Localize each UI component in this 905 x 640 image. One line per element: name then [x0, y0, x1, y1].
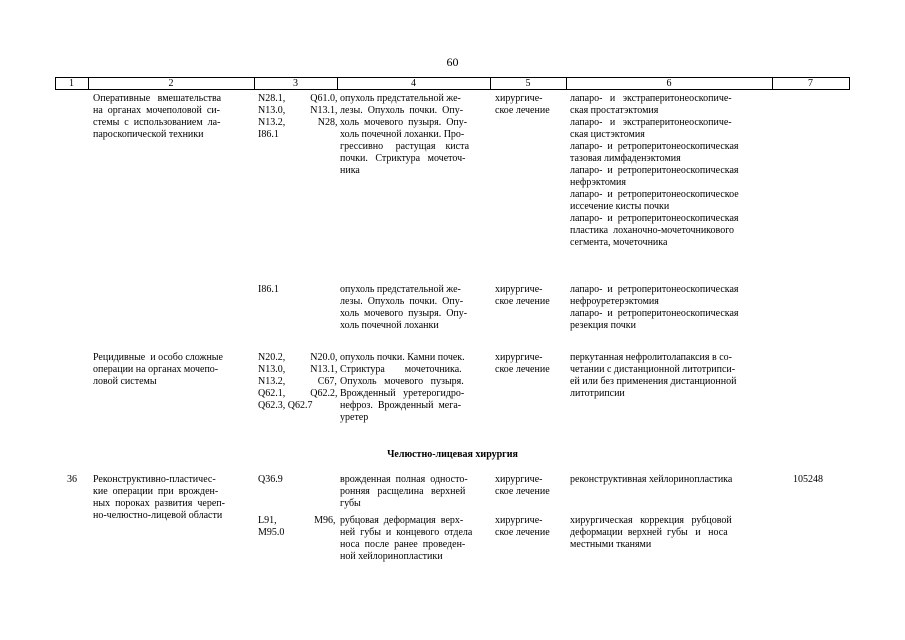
header-bottom-rule: [55, 89, 850, 90]
row-3-icd-codes: N20.2, N20.0, N13.0, N13.1, N13.2, C67, Q62.1, Q62.2, Q62.3, Q62.7: [258, 352, 338, 411]
row-2-icd-codes: I86.1: [258, 284, 279, 295]
row-36b-treatment-type: хирургиче- ское лечение: [495, 515, 550, 538]
column-header-2: 2: [168, 78, 174, 89]
row-36-method: реконструктивная хейлоринопластика: [570, 474, 733, 485]
row-36-icd-codes: Q36.9: [258, 474, 283, 485]
row-1-method: лапаро- и экстраперитонеоскопиче- ская простатэктомия лапаро- и экстраперитонеоскопиче- ская цистэктомия лапаро- и ретроперитонеоскопическая тазовая лимфаденэктомия лапаро- и ретроперитонеоскопическая нефрэктомия лапаро- и ретроперитонеоскопическое иссечение кисты почки лапаро- и ретроперитонеоскопическая пластика лоханочно-мочеточникового сегмента, мочеточника: [570, 93, 739, 248]
section-title: Челюстно-лицевая хирургия: [387, 449, 518, 460]
page-number: 60: [446, 55, 459, 69]
row-3-procedure-group: Рецидивные и особо сложные операции на органах мочепо- ловой системы: [93, 352, 223, 387]
column-header-1: 1: [69, 78, 74, 89]
row-1-treatment-type: хирургиче- ское лечение: [495, 93, 550, 116]
row-36b-diagnosis: рубцовая деформация верх- ней губы и концевого отдела носа после ранее проведен- ной хейлоринопластики: [340, 515, 473, 562]
column-header-4: 4: [411, 78, 416, 89]
row-3-diagnosis: опухоль почки. Камни почек. Стриктура мочеточника. Опухоль мочевого пузыря. Врожденный уретерогидро- нефроз. Врожденный мега- уретер: [340, 352, 465, 423]
row-36-treatment-type: хирургиче- ское лечение: [495, 474, 550, 497]
row-3-method: перкутанная нефролитолапаксия в со- четании с дистанционной литотрипси- ей или без применения дистанционной литотрипсии: [570, 352, 737, 399]
row-36-diagnosis: врожденная полная односто- ронняя расщелина верхней губы: [340, 474, 468, 509]
row-2-diagnosis: опухоль предстательной же- лезы. Опухоль почки. Опу- холь мочевого пузыря. Опу- холь почечной лоханки: [340, 284, 468, 331]
row-36-procedure-group: Реконструктивно-пластичес- кие операции при врожден- ных пороках развития череп- но-челюстно-лицевой области: [93, 474, 225, 521]
column-header-5: 5: [525, 78, 531, 89]
row-36b-method: хирургическая коррекция рубцовой деформации верхней губы и носа местными тканями: [570, 515, 732, 550]
row-36-cost: 105248: [793, 474, 823, 485]
column-header-6: 6: [666, 78, 672, 89]
row-3-treatment-type: хирургиче- ское лечение: [495, 352, 550, 375]
row-2-method: лапаро- и ретроперитонеоскопическая нефроуретерэктомия лапаро- и ретроперитонеоскопическая резекция почки: [570, 284, 739, 331]
row-1-diagnosis: опухоль предстательной же- лезы. Опухоль почки. Опу- холь мочевого пузыря. Опу- холь почечной лоханки. Про- грессивно растущая киста почки. Стриктура мочеточ- ника: [340, 93, 470, 176]
row-36b-icd-codes: L91, M96, M95.0: [258, 515, 336, 538]
row-1-icd-codes: N28.1, Q61.0, N13.0, N13.1, N13.2, N28, I86.1: [258, 93, 338, 140]
row-36-number: 36: [67, 474, 77, 485]
header-divider: [849, 77, 850, 89]
row-2-treatment-type: хирургиче- ское лечение: [495, 284, 550, 307]
column-header-7: 7: [808, 78, 813, 89]
row-1-procedure-group: Оперативные вмешательства на органах мочеполовой си- стемы с использованием ла- пароскопической техники: [93, 93, 222, 140]
column-header-3: 3: [293, 78, 298, 89]
